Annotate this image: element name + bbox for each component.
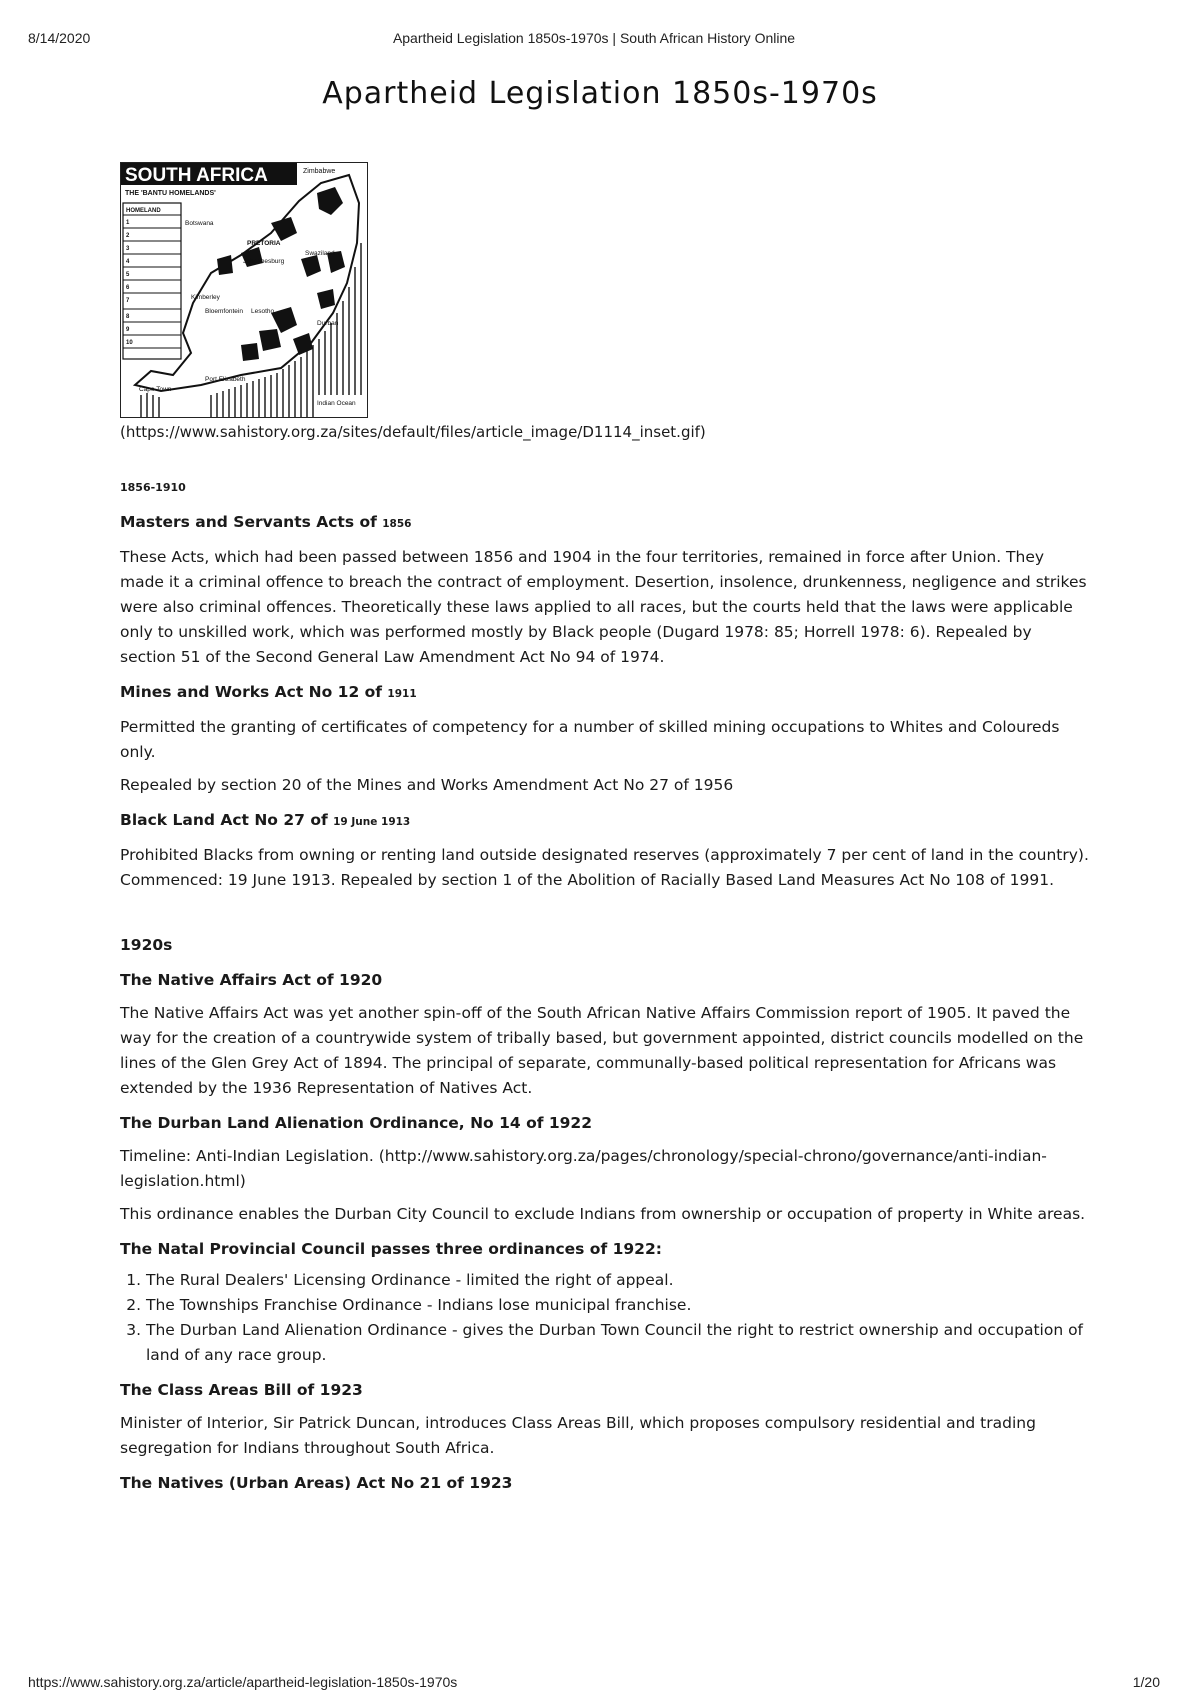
act-heading-class-areas: The Class Areas Bill of 1923 — [120, 1381, 363, 1399]
act-heading-natives-urban-areas: The Natives (Urban Areas) Act No 21 of 1923 — [120, 1474, 513, 1492]
map-legend-header: HOMELAND — [126, 208, 161, 214]
print-header — [28, 30, 1160, 50]
list-item: 1. The Rural Dealers' Licensing Ordinance - limited the right of appeal. — [146, 1268, 1092, 1293]
act-paragraph: Minister of Interior, Sir Patrick Duncan, introduces Class Areas Bill, which proposes compulsory residential and trading segregation for Indians throughout South Africa. — [120, 1414, 1036, 1457]
map-label-pretoria: PRETORIA — [247, 240, 281, 247]
era-heading-1920s: 1920s — [120, 936, 173, 954]
list-item: 3. The Durban Land Alienation Ordinance - gives the Durban Town Council the right to restrict ownership and occupation of land of any race group. — [146, 1318, 1092, 1368]
act-paragraph: Prohibited Blacks from owning or renting land outside designated reserves (approximately 7 per cent of land in the country). Commenced: 19 June 1913. Repealed by section 1 of the Abolition of Racially Based Land Measures Act No 108 of 1991. — [120, 846, 1089, 889]
act-paragraph: The Native Affairs Act was yet another spin-off of the South African Native Affairs Commission report of 1905. It paved the way for the creation of a countrywide system of tribally based, but government appointed, district councils modelled on the lines of the Glen Grey Act of 1894. The principal of separate, communally-based political representation for Africans was extended by the 1936 Representation of Natives Act. — [120, 1004, 1084, 1097]
map-label-lesotho: Lesotho — [251, 308, 275, 315]
map-label-indian-ocean: Indian Ocean — [317, 400, 356, 407]
map-legend-4: 4 — [126, 259, 130, 265]
map-legend-6: 6 — [126, 285, 130, 291]
act-heading-mines-works: Mines and Works Act No 12 of 1911 — [120, 683, 417, 701]
map-label-zimbabwe: Zimbabwe — [303, 168, 336, 175]
map-label-botswana: Botswana — [185, 220, 214, 227]
act-heading-black-land: Black Land Act No 27 of 19 June 1913 — [120, 811, 411, 829]
print-url: https://www.sahistory.org.za/article/apartheid-legislation-1850s-1970s — [28, 1674, 458, 1690]
map-title: SOUTH AFRICA — [125, 165, 268, 186]
map-legend-10: 10 — [126, 340, 133, 346]
map-legend-9: 9 — [126, 327, 130, 333]
map-label-port-elizabeth: Port Elizabeth — [205, 376, 246, 383]
map-label-kimberley: Kimberley — [191, 294, 220, 301]
print-page-title: Apartheid Legislation 1850s-1970s | South African History Online — [392, 30, 796, 46]
homelands-map-image[interactable] — [120, 162, 368, 418]
ordinance-list — [120, 1268, 1092, 1368]
act-heading-natal-ordinances: The Natal Provincial Council passes three ordinances of 1922: — [120, 1240, 662, 1258]
image-source-link[interactable]: (https://www.sahistory.org.za/sites/default/files/article_image/D1114_inset.gif) — [120, 423, 706, 441]
act-heading-native-affairs: The Native Affairs Act of 1920 — [120, 971, 383, 989]
act-paragraph: Permitted the granting of certificates of competency for a number of skilled mining occupations to Whites and Coloureds only. — [120, 718, 1060, 761]
timeline-link[interactable]: Timeline: Anti-Indian Legislation. (http://www.sahistory.org.za/pages/chronology/special-chrono/governance/anti-indian-legislation.html) — [120, 1147, 1047, 1190]
page-title: Apartheid Legislation 1850s-1970s — [322, 76, 878, 111]
map-legend-8: 8 — [126, 314, 130, 320]
map-legend-1: 1 — [126, 220, 130, 226]
map-label-swaziland: Swaziland — [305, 250, 335, 257]
map-legend-7: 7 — [126, 298, 130, 304]
map-label-bloemfontein: Bloemfontein — [205, 308, 243, 315]
map-label-cape-town: Cape Town — [139, 386, 172, 393]
act-heading-durban-land: The Durban Land Alienation Ordinance, No 14 of 1922 — [120, 1114, 592, 1132]
article-content — [120, 162, 1092, 1496]
map-label-johannesburg: Johannesburg — [243, 258, 285, 265]
act-paragraph: Repealed by section 20 of the Mines and Works Amendment Act No 27 of 1956 — [120, 776, 734, 794]
act-paragraph: These Acts, which had been passed between 1856 and 1904 in the four territories, remained in force after Union. They made it a criminal offence to breach the contract of employment. Desertion, insolence, drunkenness, negligence and strikes were also criminal offences. Theoretically these laws applied to all races, but the courts held that the laws were applicable only to unskilled work, which was performed mostly by Black people (Dugard 1978: 85; Horrell 1978: 6). Repealed by section 51 of the Second General Law Amendment Act No 94 of 1974. — [120, 548, 1087, 666]
act-heading-masters-servants: Masters and Servants Acts of 1856 — [120, 513, 412, 531]
print-date: 8/14/2020 — [28, 30, 91, 46]
map-legend-5: 5 — [126, 272, 130, 278]
map-label-durban: Durban — [317, 320, 339, 327]
act-paragraph: This ordinance enables the Durban City Council to exclude Indians from ownership or occupation of property in White areas. — [120, 1205, 1086, 1223]
map-legend-3: 3 — [126, 246, 130, 252]
list-item: 2. The Townships Franchise Ordinance - Indians lose municipal franchise. — [146, 1293, 1092, 1318]
map-subtitle: THE 'BANTU HOMELANDS' — [125, 190, 216, 197]
page-number: 1/20 — [1132, 1674, 1160, 1690]
era-heading-1856-1910: 1856-1910 — [120, 481, 186, 494]
map-legend-2: 2 — [126, 233, 130, 239]
